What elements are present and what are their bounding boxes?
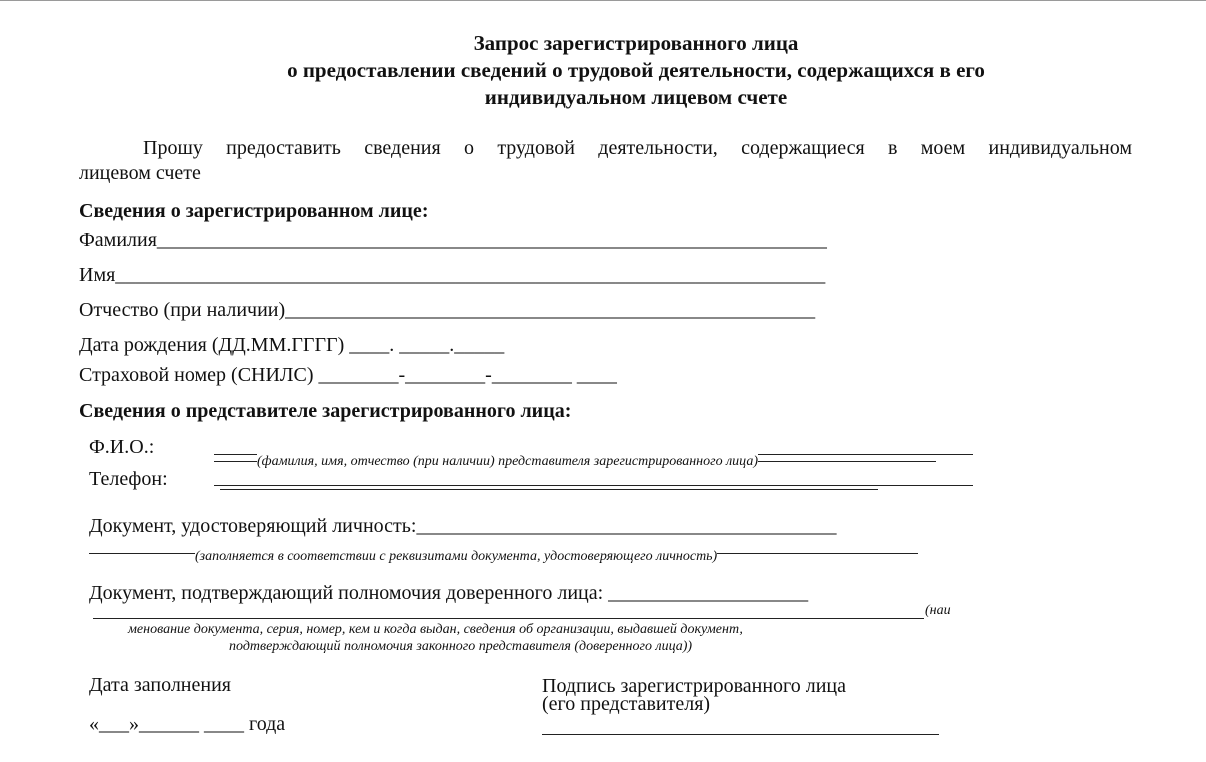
signature-label-line-1: Подпись зарегистрированного лица	[542, 675, 847, 697]
name-field[interactable]: Имя_______________________________________________________________________	[79, 264, 826, 286]
representative-phone-line[interactable]	[214, 485, 973, 486]
request-text-line-1: Прошу предоставить сведения о трудовой деятельности, содержащиеся в моем индивидуальном	[143, 137, 1132, 159]
birth-date-field[interactable]: Дата рождения (ДД.ММ.ГГГГ) ____. _____._____	[79, 334, 505, 356]
snils-field[interactable]: Страховой номер (СНИЛС) ________-________-________ ____	[79, 364, 617, 386]
request-text-line-2: лицевом счете	[79, 162, 201, 184]
signature-label-line-2: (его представителя)	[542, 693, 711, 715]
signature-line[interactable]	[542, 734, 939, 735]
person-section-heading: Сведения о зарегистрированном лице:	[79, 200, 429, 222]
representative-phone-label: Телефон:	[89, 468, 168, 490]
authority-document-hint-line-2: менование документа, серия, номер, кем и когда выдан, сведения об организации, выдавшей документ,	[128, 622, 743, 637]
document-title-line-2: о предоставлении сведений о трудовой деятельности, содержащихся в его	[287, 58, 985, 82]
fill-date-field[interactable]: «___»______ ____ года	[89, 713, 286, 735]
patronymic-field[interactable]: Отчество (при наличии)_____________________________________________________	[79, 299, 816, 321]
representative-fio-label: Ф.И.О.:	[89, 436, 155, 458]
authority-document-field[interactable]: Документ, подтверждающий полномочия доверенного лица: ____________________	[89, 582, 809, 604]
document-title-line-3: индивидуальном лицевом счете	[484, 85, 788, 109]
authority-document-hint-end: (наи	[925, 603, 951, 618]
representative-fio-hint: (фамилия, имя, отчество (при наличии) представителя зарегистрированного лица)	[257, 454, 759, 469]
fill-date-label: Дата заполнения	[89, 674, 231, 696]
authority-document-hint-line-3: подтверждающий полномочия законного представителя (доверенного лица))	[229, 639, 693, 654]
document-title-line-1: Запрос зарегистрированного лица	[473, 31, 799, 55]
identity-document-field[interactable]: Документ, удостоверяющий личность:__________________________________________	[89, 515, 837, 537]
surname-field[interactable]: Фамилия___________________________________________________________________	[79, 229, 827, 251]
representative-section-heading: Сведения о представителе зарегистрированного лица:	[79, 400, 572, 422]
authority-document-line-2[interactable]	[93, 618, 924, 619]
identity-document-hint: (заполняется в соответствии с реквизитами документа, удостоверяющего личность)	[195, 549, 718, 564]
representative-phone-line-2	[220, 489, 878, 490]
